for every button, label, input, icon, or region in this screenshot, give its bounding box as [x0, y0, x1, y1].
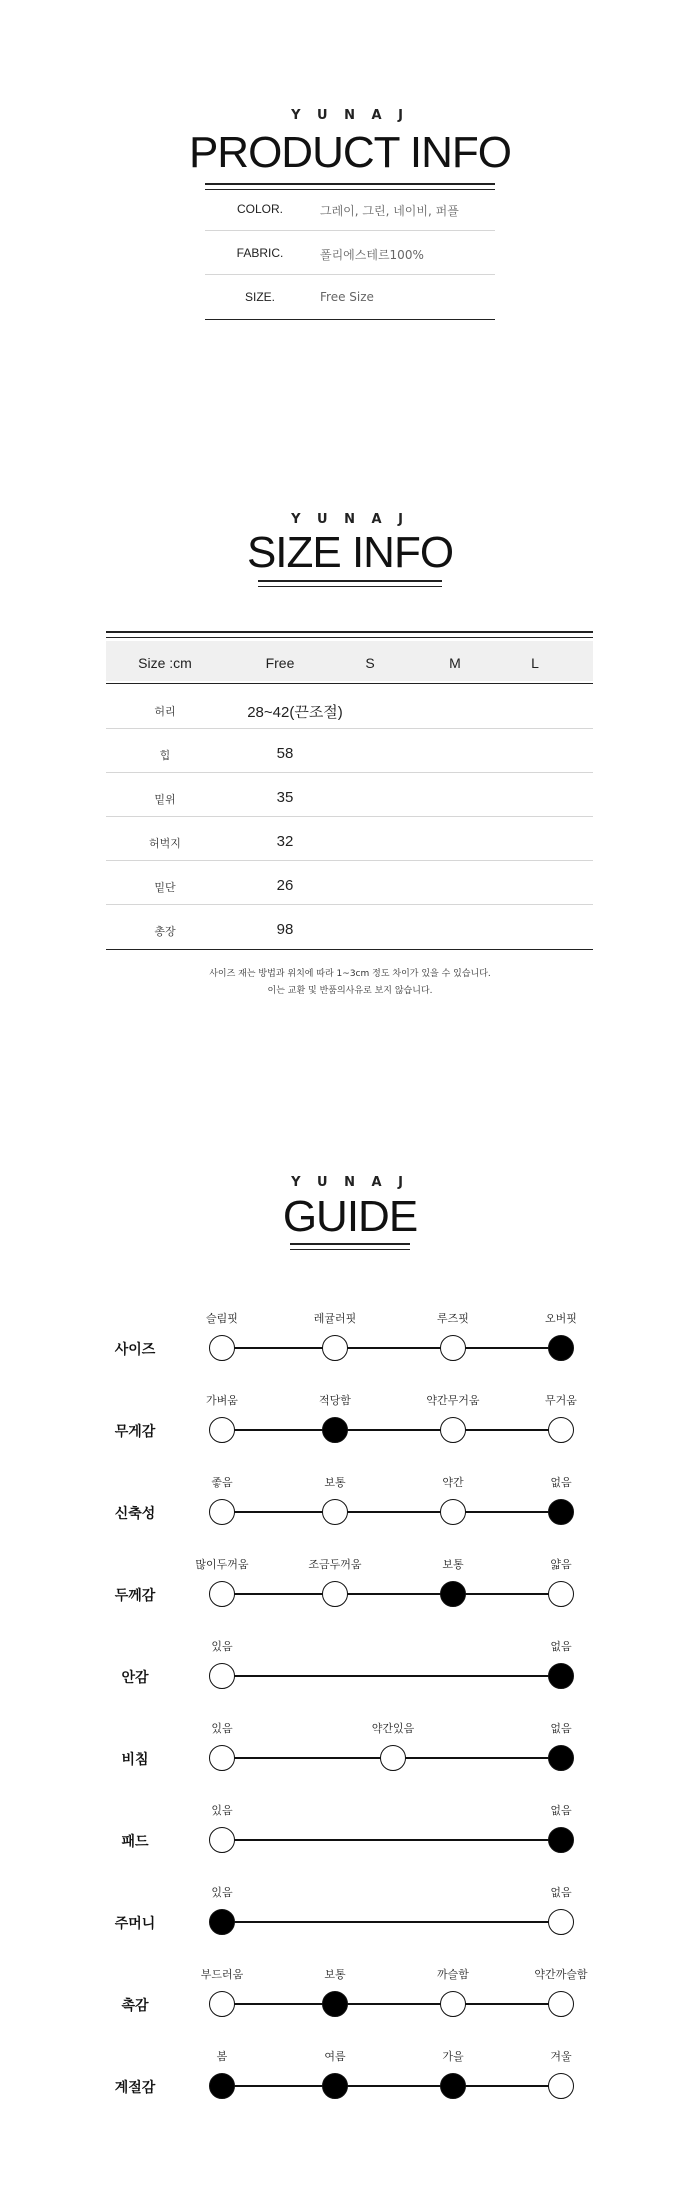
guide-label: 안감: [121, 1670, 149, 1686]
brand-name: Y U N A J: [291, 1175, 409, 1190]
guide-option-label: 있음: [211, 1804, 233, 1817]
guide-dot-selected: [548, 1335, 574, 1361]
header-s: S: [365, 655, 375, 671]
guide-dot: [322, 1335, 348, 1361]
row-divider: [106, 772, 593, 773]
header-m: M: [449, 655, 461, 671]
guide-option-label: 있음: [211, 1640, 233, 1653]
guide-dot-selected: [322, 2073, 348, 2099]
guide-slider-line: [222, 1429, 561, 1431]
guide-option-label: 없음: [550, 1640, 572, 1653]
row-label-waist: 허리: [154, 705, 176, 718]
size-note-line2: 이는 교환 및 반품의사유로 보지 않습니다.: [267, 986, 433, 996]
header-free: Free: [265, 655, 295, 671]
guide-dot: [380, 1745, 406, 1771]
title-underline-thin: [205, 189, 495, 190]
guide-option-label: 까슬함: [437, 1968, 469, 1981]
guide-slider-line: [222, 1347, 561, 1349]
guide-option-label: 많이두꺼움: [195, 1558, 249, 1571]
size-label: SIZE.: [244, 290, 275, 304]
row-label-thigh: 허벅지: [149, 837, 181, 850]
guide-dot: [209, 1417, 235, 1443]
guide-option-label: 보통: [442, 1558, 464, 1571]
table-top-line: [106, 631, 593, 633]
table-bottom-line: [205, 319, 495, 320]
guide-slider-line: [222, 1921, 561, 1923]
header-bottom-line: [106, 683, 593, 684]
guide-option-label: 가벼움: [206, 1394, 238, 1407]
row-value-thigh: 32: [276, 833, 294, 850]
row-divider: [106, 728, 593, 729]
guide-dot-selected: [548, 1499, 574, 1525]
guide-option-label: 있음: [211, 1886, 233, 1899]
guide-dot-selected: [440, 2073, 466, 2099]
row-value-hip: 58: [276, 745, 294, 762]
guide-option-label: 약간무거움: [426, 1394, 480, 1407]
title-underline: [205, 183, 495, 185]
guide-option-label: 약간있음: [371, 1722, 415, 1735]
guide-dot-selected: [548, 1827, 574, 1853]
guide-option-label: 봄: [216, 2050, 228, 2063]
guide-dot: [209, 1335, 235, 1361]
guide-dot: [440, 1335, 466, 1361]
brand-name: Y U N A J: [291, 512, 409, 527]
fabric-label: FABRIC.: [236, 246, 284, 260]
guide-dot-selected: [322, 1991, 348, 2017]
guide-option-label: 약간: [442, 1476, 464, 1489]
guide-option-label: 있음: [211, 1722, 233, 1735]
header-l: L: [531, 655, 539, 671]
table-bottom-line: [106, 949, 593, 950]
guide-option-label: 얇음: [550, 1558, 572, 1571]
size-info-title: SIZE INFO: [246, 528, 454, 577]
guide-option-label: 무거움: [545, 1394, 577, 1407]
guide-dot-selected: [322, 1417, 348, 1443]
guide-dot: [209, 1663, 235, 1689]
guide-option-label: 레귤러핏: [313, 1312, 357, 1325]
product-info-title: PRODUCT INFO: [188, 128, 512, 177]
guide-option-label: 가을: [442, 2050, 464, 2063]
guide-slider-line: [222, 1839, 561, 1841]
guide-dot-selected: [548, 1663, 574, 1689]
guide-option-label: 겨울: [550, 2050, 572, 2063]
brand-name: Y U N A J: [291, 108, 409, 123]
row-value-hem: 26: [276, 877, 294, 894]
header-size-cm: Size :cm: [138, 655, 192, 671]
row-label-rise: 밑위: [154, 793, 176, 806]
table-top-line-thin: [106, 637, 593, 638]
guide-dot: [548, 1991, 574, 2017]
guide-option-label: 없음: [550, 1886, 572, 1899]
title-underline: [290, 1243, 410, 1245]
fabric-value: 폴리에스테르100%: [320, 248, 424, 262]
guide-dot-selected: [548, 1745, 574, 1771]
guide-label: 신축성: [114, 1506, 156, 1522]
guide-dot: [322, 1581, 348, 1607]
guide-dot: [440, 1499, 466, 1525]
guide-dot: [209, 1745, 235, 1771]
guide-option-label: 좋음: [211, 1476, 233, 1489]
row-divider: [106, 816, 593, 817]
size-value: Free Size: [320, 290, 374, 304]
color-label: COLOR.: [236, 202, 283, 216]
guide-option-label: 보통: [324, 1968, 346, 1981]
guide-option-label: 없음: [550, 1476, 572, 1489]
guide-dot: [548, 2073, 574, 2099]
title-underline-thin: [290, 1249, 410, 1250]
size-note-line1: 사이즈 재는 방법과 위치에 따라 1~3cm 정도 차이가 있을 수 있습니다.: [209, 969, 491, 979]
row-divider: [106, 860, 593, 861]
guide-slider-line: [222, 2085, 561, 2087]
guide-slider-line: [222, 1511, 561, 1513]
guide-slider-line: [222, 1593, 561, 1595]
guide-label: 패드: [121, 1834, 149, 1850]
guide-dot: [209, 1499, 235, 1525]
row-value-length: 98: [276, 921, 294, 938]
guide-label: 두께감: [114, 1588, 156, 1604]
guide-option-label: 약간까슬함: [534, 1968, 588, 1981]
guide-option-label: 조금두꺼움: [308, 1558, 362, 1571]
guide-option-label: 적당함: [319, 1394, 351, 1407]
guide-dot-selected: [440, 1581, 466, 1607]
guide-option-label: 슬림핏: [206, 1312, 238, 1325]
guide-dot: [209, 1991, 235, 2017]
color-value: 그레이, 그린, 네이비, 퍼플: [320, 204, 459, 218]
guide-dot-selected: [209, 2073, 235, 2099]
guide-label: 비침: [121, 1752, 149, 1768]
guide-title: GUIDE: [282, 1192, 418, 1241]
title-underline-thin: [258, 586, 442, 587]
guide-dot: [548, 1909, 574, 1935]
row-divider: [205, 274, 495, 275]
guide-option-label: 보통: [324, 1476, 346, 1489]
guide-option-label: 오버핏: [545, 1312, 577, 1325]
guide-dot: [548, 1417, 574, 1443]
row-divider: [106, 904, 593, 905]
row-label-length: 총장: [154, 925, 176, 938]
guide-slider-line: [222, 2003, 561, 2005]
guide-label: 주머니: [114, 1916, 156, 1932]
guide-dot: [440, 1417, 466, 1443]
guide-option-label: 없음: [550, 1804, 572, 1817]
guide-label: 촉감: [121, 1998, 149, 2014]
guide-dot-selected: [209, 1909, 235, 1935]
guide-dot: [209, 1581, 235, 1607]
guide-dot: [209, 1827, 235, 1853]
row-value-rise: 35: [276, 789, 294, 806]
row-label-hip: 힙: [159, 749, 171, 762]
guide-label: 무게감: [114, 1424, 156, 1440]
guide-option-label: 루즈핏: [437, 1312, 469, 1325]
guide-option-label: 여름: [324, 2050, 346, 2063]
guide-label: 계절감: [114, 2080, 156, 2096]
row-label-hem: 밑단: [154, 881, 176, 894]
title-underline: [258, 580, 442, 582]
row-divider: [205, 230, 495, 231]
guide-label: 사이즈: [114, 1342, 156, 1358]
guide-dot: [440, 1991, 466, 2017]
guide-option-label: 없음: [550, 1722, 572, 1735]
guide-option-label: 부드러움: [200, 1968, 244, 1981]
guide-dot: [548, 1581, 574, 1607]
guide-slider-line: [222, 1675, 561, 1677]
row-value-waist: 28~42(끈조절): [247, 704, 343, 721]
guide-dot: [322, 1499, 348, 1525]
